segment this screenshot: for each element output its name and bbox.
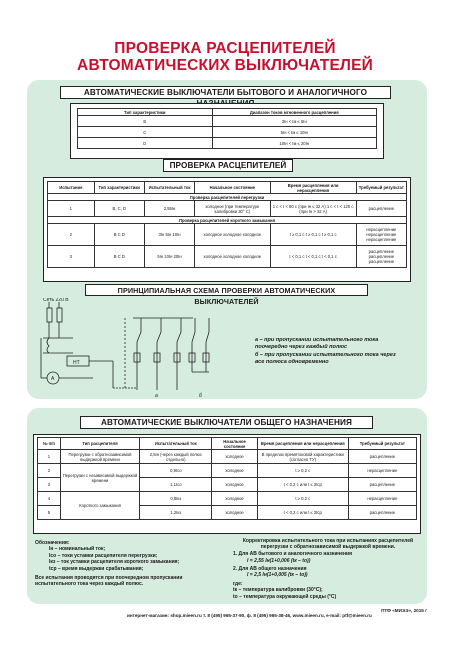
correction-2-formula: I = 2,5 Iн(1+0,005 (tк – tо)) bbox=[247, 572, 308, 579]
title-line-1: ПРОВЕРКА РАСЦЕПИТЕЛЕЙ bbox=[114, 40, 336, 57]
net-label: Сеть 220 В bbox=[43, 298, 69, 303]
scheme-note-b: б – при пропускании испытательного тока через все полюса одновременно bbox=[255, 352, 396, 365]
table-row: 3 1,1Iсо холодное t < 0,2 с или t ≤ 2tср расцепление bbox=[38, 478, 417, 492]
household-col-type: Тип характеристики bbox=[78, 109, 213, 116]
transformer-label: НТ bbox=[73, 360, 80, 366]
correction-block bbox=[233, 538, 423, 600]
correction-title: Корректировка испытательного тока при испытаниях расцепителей перегрузки с обратнозависимой выдержкой времени. bbox=[242, 538, 414, 551]
legend-item: Iсо – токи уставки расцепителя перегрузки; bbox=[49, 552, 158, 559]
test-circuit-diagram bbox=[33, 298, 223, 398]
household-table-box bbox=[70, 103, 384, 159]
correction-1-formula: I = 2,55 Iн(1+0,006 (tк – tо)) bbox=[247, 557, 311, 564]
panel-top bbox=[27, 80, 427, 399]
table-row: B 3Iн < Iм ≤ 5Iн bbox=[78, 116, 377, 127]
table-row: 4 Короткого замыкания 0,8Iкз холодное t ≥ 0,2 с нерасцепление bbox=[38, 492, 417, 506]
scheme-note-a: а – при пропускании испытательного тока поочередно через каждый полюс bbox=[255, 337, 379, 350]
check-header: ПРОВЕРКА РАСЦЕПИТЕЛЕЙ bbox=[163, 159, 293, 172]
table-row: 3 B C D 5Iн 10Iн 20Iн холодное холодное холодное t < 0,1 с t < 0,1 с t < 0,1 с расцепление расцепление расцепление bbox=[48, 246, 407, 268]
general-header: АВТОМАТИЧЕСКИЕ ВЫКЛЮЧАТЕЛИ ОБЩЕГО НАЗНАЧЕНИЯ bbox=[80, 416, 373, 429]
household-header: АВТОМАТИЧЕСКИЕ ВЫКЛЮЧАТЕЛИ БЫТОВОГО И АНАЛОГИЧНОГО bbox=[60, 86, 391, 99]
page-title bbox=[0, 40, 450, 74]
legend-item: Iн – номинальный ток; bbox=[49, 546, 106, 553]
footer-copyright: ПТФ «МИЭЭ», 2015 г bbox=[381, 608, 427, 613]
check-table: Испытание Тип характеристики Испытательный ток Начальное состояние Время расцепления или нерасцепления Требуемый результат Проверка расцепителей перегрузки 1 B, C, D 2,55Iн холодное (при температуре калибровки 30° C) 1 с < t < 60 с (при Iн ≤ 32 А) 1 с < t < 120 с (при Iн > 32 А) расцепление Проверка расцепителей короткого замыкания 2 B C D 3Iн 5Iн 10Iн холодное холодное холодное t ≥ 0,1 с t ≥ 0,1 с t ≥ 0,1 с нерасцепление нерасцепление нерасцепление 3 B C D 5Iн 10Iн 20Iн холодное холодное холодное t < 0,1 с t < 0,1 с t < 0,1 с расцепление расцепление расцепление bbox=[47, 181, 407, 268]
household-col-range: Диапазон токов мгновенного расцепления bbox=[212, 109, 376, 116]
table-row: 2 B C D 3Iн 5Iн 10Iн холодное холодное холодное t ≥ 0,1 с t ≥ 0,1 с t ≥ 0,1 с нерасцепление нерасцепление нерасцепление bbox=[48, 224, 407, 246]
table-row: 5 1,2Iкз холодное t < 0,2 с или t ≤ 2tср расцепление bbox=[38, 506, 417, 520]
table-row: C 5Iн < Iм ≤ 10Iн bbox=[78, 127, 377, 138]
correction-1: 1. Для АВ бытового и аналогичного назначения bbox=[233, 551, 353, 558]
correction-tk: tк – температура калибровки (30°C); bbox=[233, 587, 323, 594]
footer-contacts: интернет-магазин: shop.mieen.ru т. 8 (495) 965-37-90, ф. 8 (495) 965-38-46, www.mieen.ru, e-mail: ptf@mieen.ru bbox=[127, 613, 372, 618]
correction-2: 2. Для АВ общего назначения bbox=[233, 565, 307, 572]
table-row: 1 Перегрузки с обратнозависимой выдержкой времени 2,5Iн (через каждый полюс отдельно) холодное В пределах времятоковой характеристики (согласно ТУ) расцепление bbox=[38, 450, 417, 464]
title-line-2: АВТОМАТИЧЕСКИХ ВЫКЛЮЧАТЕЛЕЙ bbox=[77, 57, 373, 74]
correction-to: tо – температура окружающей среды (°C) bbox=[233, 593, 337, 600]
table-row: D 10Iн < Iм ≤ 20Iн bbox=[78, 138, 377, 149]
panel-bottom bbox=[27, 408, 427, 604]
household-table bbox=[77, 108, 377, 149]
table-row: 1 B, C, D 2,55Iн холодное (при температуре калибровки 30° C) 1 с < t < 60 с (при Iн ≤ 32 А) 1 с < t < 120 с (при Iн > 32 А) расцепление bbox=[48, 201, 407, 217]
scheme-header: ПРИНЦИПИАЛЬНАЯ СХЕМА ПРОВЕРКИ АВТОМАТИЧЕСКИХ ВЫКЛЮЧАТЕЛЕЙ bbox=[85, 284, 368, 296]
legend-block bbox=[35, 540, 213, 588]
general-table: № п/п Тип расцепителя Испытательный ток Начальное состояние Время расцепления или нерасцепления Требуемый результат 1 Перегрузки с обратнозависимой выдержкой времени 2,5Iн (через каждый полюс отдельно) холодное В пределах времятоковой характеристики (согласно ТУ) расцепление 2 Перегрузки с независимой выдержкой времени 0,9Iсо холодное t ≥ 0,2 с нерасцепление 3 1,1Iсо холодное t < 0,2 с или t ≤ 2tср расцепление 4 Короткого замыкания 0,8Iкз холодное t ≥ 0,2 с нерасцепление 5 1,2Iкз холодное t < 0,2 с или t ≤ 2tср расцепление bbox=[37, 437, 417, 520]
legend-note: Все испытания проводятся при поочередном пропускании испытательного тока через каждый полюс. bbox=[35, 575, 183, 588]
scheme-a-label: а bbox=[155, 393, 158, 398]
table-row: 2 Перегрузки с независимой выдержкой времени 0,9Iсо холодное t ≥ 0,2 с нерасцепление bbox=[38, 464, 417, 478]
general-table-box bbox=[33, 434, 421, 534]
legend-title: Обозначения: bbox=[35, 540, 70, 546]
ammeter-label: A bbox=[51, 376, 55, 382]
legend-item: tср – время выдержки срабатывания; bbox=[49, 565, 144, 572]
scheme-b-label: б bbox=[199, 393, 202, 398]
check-table-box bbox=[43, 177, 411, 282]
correction-where: где: bbox=[233, 581, 243, 588]
legend-item: Iкз – ток уставки расцепителя короткого замыкания; bbox=[49, 559, 180, 566]
